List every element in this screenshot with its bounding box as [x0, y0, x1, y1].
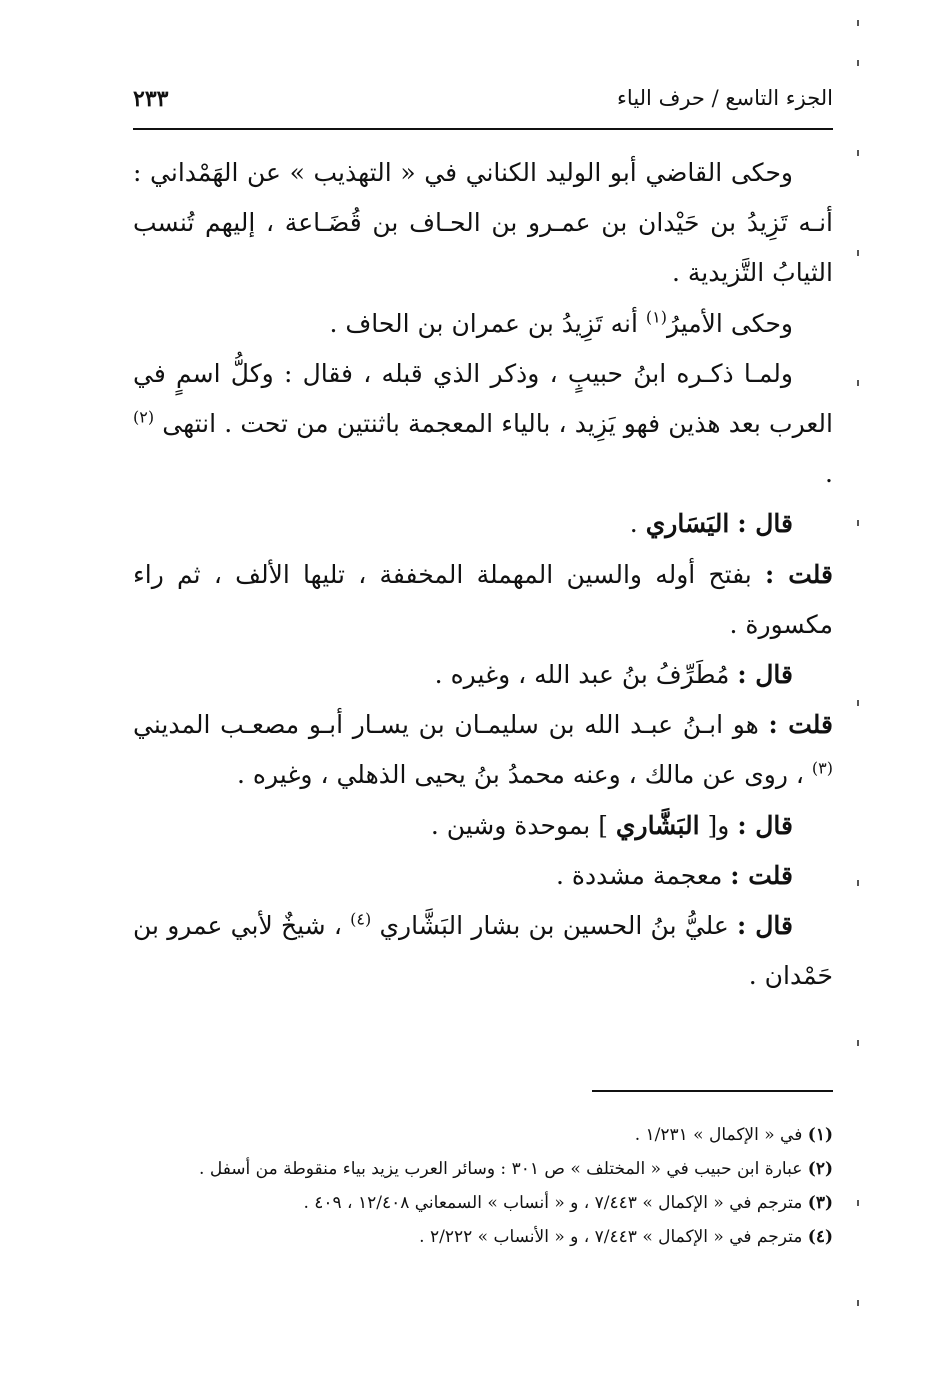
entry-bashshari: قال : و[ البَشَّاري ] بموحدة وشين . [430, 810, 793, 840]
footnote-4: (٤) مترجم في « الإكمال » ٧/٤٤٣ ، و « الأنساب » ٢/٢٢٢ . [419, 1227, 833, 1247]
footnote-ref-4: (٤) [350, 909, 372, 929]
footnote-ref-3: (٣) [811, 759, 833, 779]
scan-margin-marks [857, 0, 861, 1374]
footnote-2: (٢) عبارة ابن حبيب في « المختلف » ص ٣٠١ : وسائر العرب يزيد بياء منقوطة من أسفل . [199, 1159, 833, 1179]
paragraph-1: وحكى القاضي أبو الوليد الكناني في « التهذيب » عن الهَمْداني : أنـه تَزِيدُ بن حَيْدان بن عمـرو بن الحـاف بن قُضَـاعة ، إليهم تُنسب الثيابُ التَّزيدية . [133, 158, 833, 288]
term-yasari: اليَسَاري [645, 509, 730, 539]
entry-ali: قال : عليُّ بنُ الحسين بن بشار البَشَّاري $^{(٤)}$ ، شيخٌ لأبي عمرو بن حَمْدان . [133, 909, 833, 991]
paragraph-3: ولمـا ذكـره ابنُ حبيبٍ ، وذكر الذي قبله ، فقال : وكلُّ اسمٍ في العرب بعد هذين فهو يَزِيد ، بالياء المعجمة باثنتين من تحت . انتهى $^{(٢)}$ . [133, 358, 833, 489]
footnote-3: (٣) مترجم في « الإكمال » ٧/٤٤٣ ، و « أنساب » السمعاني ١٢/٤٠٨ ، ٤٠٩ . [303, 1193, 833, 1213]
entry-yasari: قال : اليَسَاري . [629, 509, 793, 539]
footnote-1: (١) في « الإكمال » ١/٢٣١ . [634, 1125, 833, 1145]
qala-label: قال : [737, 911, 793, 941]
running-header [133, 84, 833, 124]
qala-label: قال : [737, 810, 793, 840]
qala-label: قال : [737, 509, 793, 539]
qultu-label: قلت : [768, 710, 833, 740]
page-number: ٢٣٣ [133, 86, 169, 112]
running-title: الجزء التاسع / حرف الياء [617, 86, 833, 110]
qultu-label: قلت : [730, 860, 793, 890]
footnote-ref-1: (١) [645, 307, 667, 327]
footnotes [133, 1118, 833, 1254]
footnote-rule [592, 1090, 833, 1092]
header-rule [133, 128, 833, 130]
qultu-label: قلت : [765, 559, 833, 589]
body-text [133, 148, 833, 1001]
entry-mutarrif: قال : مُطَرِّفُ بنُ عبد الله ، وغيره . [434, 660, 793, 690]
note-bashshari: قلت : معجمة مشددة . [556, 860, 793, 890]
paragraph-2: وحكى الأميرُ$^{(١)}$ أنه تَزِيدُ بن عمران بن الحاف . [329, 307, 793, 338]
term-bashshari: البَشَّاري [615, 810, 700, 840]
footnote-ref-2: (٢) [133, 407, 155, 427]
qala-label: قال : [737, 660, 793, 690]
note-mutarrif: قلت : هو ابـنُ عبـد الله بن سليمـان بن يسـار أبـو مصعـب المديني $^{(٣)}$ ، روى عن مالك ، وعنه محمدُ بنُ يحيى الذهلي ، وغيره . [133, 710, 833, 790]
note-yasari: قلت : بفتح أوله والسين المهملة المخففة ، تليها الألف ، ثم راء مكسورة . [133, 559, 833, 639]
